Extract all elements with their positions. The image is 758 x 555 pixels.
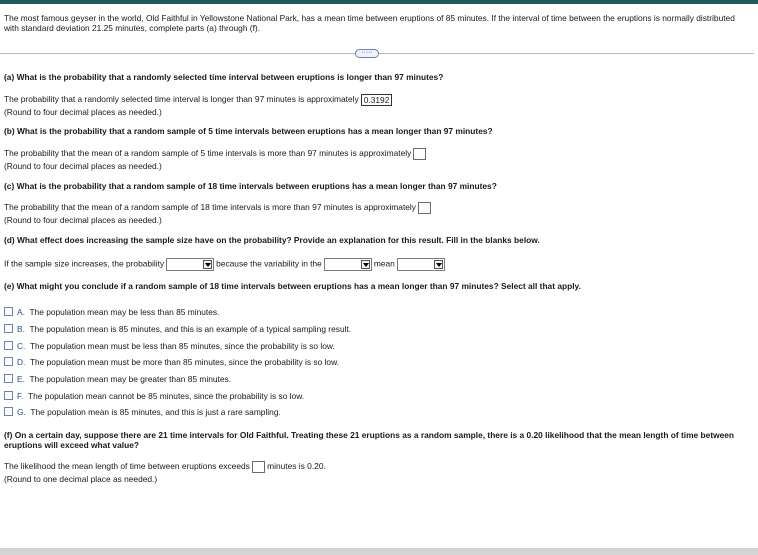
- expand-more-button[interactable]: ·····: [355, 49, 379, 58]
- part-b-statement: The probability that the mean of a random sample of 5 time intervals is more than 97 minutes is approximately: [4, 148, 412, 159]
- part-c-answer-box[interactable]: [418, 202, 431, 214]
- problem-intro: The most famous geyser in the world, Old Faithful in Yellowstone National Park, has a mean time between eruptions of 85 minutes. If the interval of time between the eruptions is normally distributed with standard deviation 21.25 minutes, complete parts (a) through (f).: [4, 13, 735, 33]
- option-text: The population mean may be less than 85 minutes.: [29, 307, 220, 317]
- part-d-text-2: because the variability in the: [216, 258, 322, 269]
- chevron-down-icon: [361, 260, 370, 269]
- option-letter: E.: [17, 374, 25, 384]
- option-a[interactable]: [4, 307, 219, 318]
- option-letter: C.: [17, 341, 26, 351]
- option-c[interactable]: [4, 341, 335, 352]
- probability-dropdown[interactable]: [166, 258, 214, 271]
- part-a-statement: The probability that a randomly selected time interval is longer than 97 minutes is approximately: [4, 94, 359, 105]
- top-bar: [0, 0, 758, 4]
- part-a-answer-box[interactable]: 0.3192: [361, 94, 393, 106]
- checkbox[interactable]: [4, 341, 13, 350]
- option-d[interactable]: [4, 357, 339, 368]
- checkbox[interactable]: [4, 391, 13, 400]
- part-f-question: (f) On a certain day, suppose there are 21 time intervals for Old Faithful. Treating these 21 eruptions as a random sample, there is a 0.20 likelihood that the mean length of time between eruptions will exceed what value?: [4, 430, 735, 450]
- part-d-text-3: mean: [373, 258, 395, 269]
- part-a-hint: (Round to four decimal places as needed.): [4, 107, 162, 117]
- option-letter: D.: [17, 357, 26, 367]
- option-g[interactable]: [4, 407, 281, 418]
- option-text: The population mean must be less than 85 minutes, since the probability is so low.: [29, 341, 335, 351]
- part-c-answer-line: [4, 202, 431, 214]
- option-letter: G.: [17, 407, 26, 417]
- checkbox[interactable]: [4, 324, 13, 333]
- part-e-question: (e) What might you conclude if a random sample of 18 time intervals between eruptions has a mean longer than 97 minutes? Select all that apply.: [4, 281, 581, 291]
- variability-dropdown[interactable]: [324, 258, 372, 271]
- checkbox[interactable]: [4, 374, 13, 383]
- bottom-bar: [0, 548, 758, 555]
- part-f-statement-before: The likelihood the mean length of time between eruptions exceeds: [4, 461, 250, 472]
- part-c-statement: The probability that the mean of a random sample of 18 time intervals is more than 97 minutes is approximately: [4, 202, 416, 213]
- part-d-text-1: If the sample size increases, the probability: [4, 258, 165, 269]
- part-f-hint: (Round to one decimal place as needed.): [4, 474, 158, 484]
- checkbox[interactable]: [4, 307, 13, 316]
- option-letter: F.: [17, 391, 24, 401]
- option-b[interactable]: [4, 324, 351, 335]
- part-a-answer-line: [4, 94, 392, 106]
- option-text: The population mean is 85 minutes, and this is just a rare sampling.: [30, 407, 281, 417]
- option-text: The population mean must be more than 85 minutes, since the probability is so low.: [29, 357, 340, 367]
- part-f-answer-box[interactable]: [252, 461, 265, 473]
- option-f[interactable]: [4, 391, 304, 402]
- option-text: The population mean is 85 minutes, and this is an example of a typical sampling result.: [29, 324, 352, 334]
- mean-dropdown[interactable]: [397, 258, 445, 271]
- option-e[interactable]: [4, 374, 231, 385]
- part-f-statement-after: minutes is 0.20.: [267, 461, 326, 472]
- part-d-question: (d) What effect does increasing the sample size have on the probability? Provide an explanation for this result. Fill in the blanks below.: [4, 235, 540, 245]
- chevron-down-icon: [434, 260, 443, 269]
- option-text: The population mean may be greater than 85 minutes.: [29, 374, 232, 384]
- checkbox[interactable]: [4, 407, 13, 416]
- part-b-answer-box[interactable]: [413, 148, 426, 160]
- option-text: The population mean cannot be 85 minutes, since the probability is so low.: [28, 391, 305, 401]
- part-c-hint: (Round to four decimal places as needed.): [4, 215, 162, 225]
- chevron-down-icon: [203, 260, 212, 269]
- part-c-question: (c) What is the probability that a random sample of 18 time intervals between eruptions has a mean longer than 97 minutes?: [4, 181, 497, 191]
- part-d-fill-line: [4, 258, 447, 271]
- checkbox[interactable]: [4, 357, 13, 366]
- part-b-answer-line: [4, 148, 426, 160]
- option-letter: B.: [17, 324, 25, 334]
- part-f-answer-line: [4, 461, 326, 473]
- part-a-question: (a) What is the probability that a randomly selected time interval between eruptions is longer than 97 minutes?: [4, 72, 444, 82]
- part-b-question: (b) What is the probability that a random sample of 5 time intervals between eruptions has a mean longer than 97 minutes?: [4, 126, 493, 136]
- part-b-hint: (Round to four decimal places as needed.): [4, 161, 162, 171]
- option-letter: A.: [17, 307, 25, 317]
